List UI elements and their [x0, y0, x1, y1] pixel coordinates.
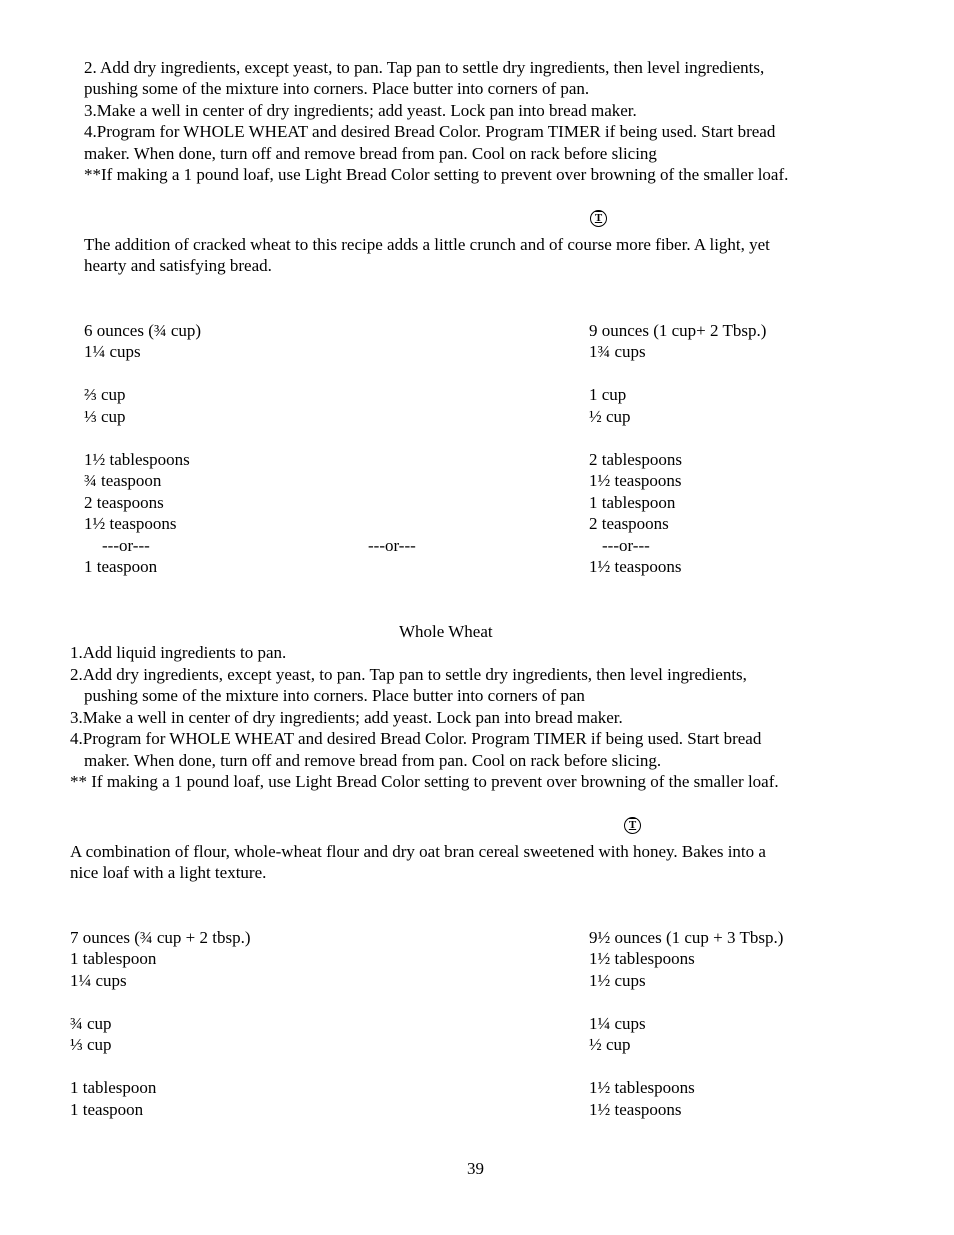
- recipe1-intro-line-1: The addition of cracked wheat to this recipe adds a little crunch and of course more fiber. A light, yet: [84, 235, 770, 254]
- recipe1-step-2-line-2: pushing some of the mixture into corners. Place butter into corners of pan: [84, 686, 585, 705]
- ingredient-amount: 2 teaspoons: [589, 514, 669, 533]
- ingredient-amount: 1 teaspoon: [84, 557, 158, 576]
- ingredient-amount: 1 tablespoon: [70, 949, 157, 968]
- or-separator: ---or---: [102, 536, 150, 555]
- recipe1-step-1: 1.Add liquid ingredients to pan.: [70, 643, 287, 662]
- top-step-4-line-2: maker. When done, turn off and remove bread from pan. Cool on rack before slicing: [84, 144, 657, 163]
- ingredient-amount: 1½ teaspoons: [589, 471, 682, 490]
- recipe1-step-4-line-1: 4.Program for WHOLE WHEAT and desired Bread Color. Program TIMER if being used. Start bread: [70, 729, 762, 748]
- ingredient-amount: 9½ ounces (1 cup + 3 Tbsp.): [589, 928, 784, 947]
- ingredient-amount: 1½ teaspoons: [589, 1100, 682, 1119]
- ingredient-amount: 1¼ cups: [84, 342, 141, 361]
- ingredient-amount: 2 teaspoons: [84, 493, 164, 512]
- recipe1-note: ** If making a 1 pound loaf, use Light Bread Color setting to prevent over browning of the smaller loaf.: [70, 772, 779, 791]
- ingredient-amount: ⅓ cup: [70, 1035, 112, 1054]
- top-step-2-line-2: pushing some of the mixture into corners. Place butter into corners of pan.: [84, 79, 590, 98]
- timer-icon: T: [590, 210, 607, 227]
- bread-setting: Whole Wheat: [399, 622, 493, 641]
- ingredient-amount: ⅓ cup: [84, 407, 126, 426]
- ingredient-amount: 1½ tablespoons: [589, 949, 695, 968]
- recipe1-intro-line-2: hearty and satisfying bread.: [84, 256, 272, 275]
- top-step-2-line-1: 2. Add dry ingredients, except yeast, to pan. Tap pan to settle dry ingredients, then level ingredients,: [84, 58, 765, 77]
- ingredient-amount: 1¼ cups: [589, 1014, 646, 1033]
- recipe1-step-4-line-2: maker. When done, turn off and remove bread from pan. Cool on rack before slicing.: [84, 751, 662, 770]
- ingredient-amount: 1½ tablespoons: [84, 450, 190, 469]
- ingredient-amount: ¾ cup: [70, 1014, 112, 1033]
- recipe1-step-3: 3.Make a well in center of dry ingredients; add yeast. Lock pan into bread maker.: [70, 708, 623, 727]
- top-step-3: 3.Make a well in center of dry ingredients; add yeast. Lock pan into bread maker.: [84, 101, 637, 120]
- or-separator: ---or---: [602, 536, 650, 555]
- ingredient-amount: 1 teaspoon: [70, 1100, 144, 1119]
- ingredient-amount: 1½ tablespoons: [589, 1078, 695, 1097]
- ingredient-amount: ¾ teaspoon: [84, 471, 162, 490]
- ingredient-amount: ½ cup: [589, 1035, 631, 1054]
- recipe2-intro-line-1: A combination of flour, whole-wheat flour and dry oat bran cereal sweetened with honey. Bakes into a: [70, 842, 766, 861]
- ingredient-amount: 1¼ cups: [70, 971, 127, 990]
- ingredient-amount: 1 tablespoon: [70, 1078, 157, 1097]
- top-note: **If making a 1 pound loaf, use Light Bread Color setting to prevent over browning of the smaller loaf.: [84, 165, 789, 184]
- top-step-4-line-1: 4.Program for WHOLE WHEAT and desired Bread Color. Program TIMER if being used. Start bread: [84, 122, 776, 141]
- middle-or-separator: ---or---: [368, 536, 416, 555]
- page-number: 39: [467, 1159, 484, 1178]
- ingredient-amount: 1 cup: [589, 385, 627, 404]
- ingredient-amount: 6 ounces (¾ cup): [84, 321, 202, 340]
- ingredient-amount: 1½ cups: [589, 971, 646, 990]
- recipe2-intro-line-2: nice loaf with a light texture.: [70, 863, 267, 882]
- ingredient-amount: ½ cup: [589, 407, 631, 426]
- ingredient-amount: 1¾ cups: [589, 342, 646, 361]
- ingredient-amount: ⅔ cup: [84, 385, 126, 404]
- timer-icon: T: [624, 817, 641, 834]
- ingredient-amount: 1 tablespoon: [589, 493, 676, 512]
- ingredient-amount: 9 ounces (1 cup+ 2 Tbsp.): [589, 321, 767, 340]
- ingredient-amount: 7 ounces (¾ cup + 2 tbsp.): [70, 928, 251, 947]
- ingredient-amount: 2 tablespoons: [589, 450, 683, 469]
- ingredient-amount: 1½ teaspoons: [84, 514, 177, 533]
- recipe1-step-2-line-1: 2.Add dry ingredients, except yeast, to pan. Tap pan to settle dry ingredients, then level ingredients,: [70, 665, 747, 684]
- ingredient-amount: 1½ teaspoons: [589, 557, 682, 576]
